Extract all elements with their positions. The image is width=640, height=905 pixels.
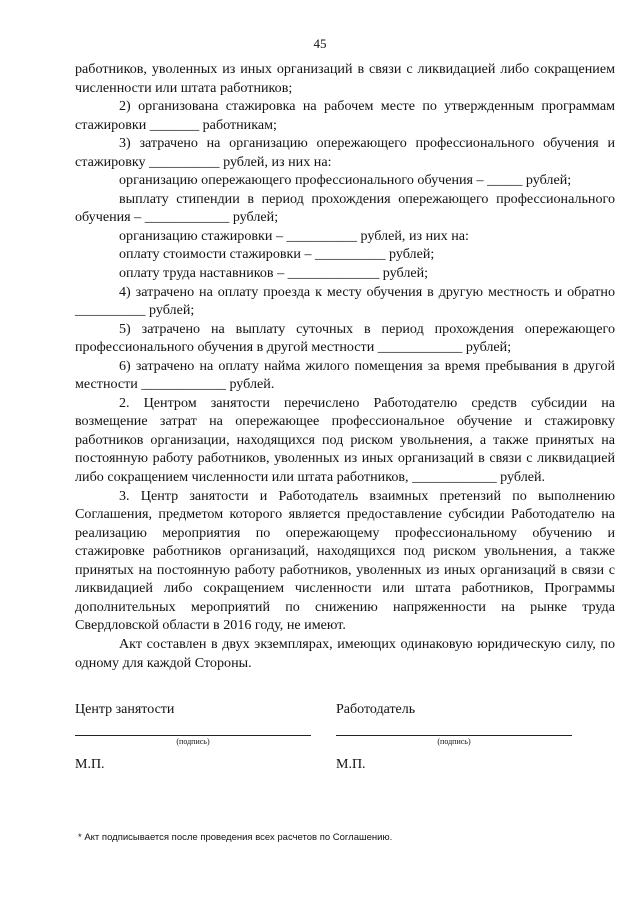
paragraph-item-6: 6) затрачено на оплату найма жилого помещения за время пребывания в другой местности ____________ рублей.	[75, 357, 615, 393]
paragraph-item-5: 5) затрачено на выплату суточных в период прохождения опережающего профессионального обучения в другой местности ____________ рублей;	[75, 320, 615, 356]
paragraph-item-3-mentor-pay: оплату труда наставников – _____________ рублей;	[119, 265, 429, 282]
left-signature-line	[75, 735, 311, 736]
paragraph-item-3-stipend: выплату стипендии в период прохождения опережающего профессионального обучения – ____________ рублей;	[75, 190, 615, 226]
paragraph-item-3-advanced-training: организацию опережающего профессионального обучения – _____ рублей;	[119, 172, 572, 189]
paragraph-item-3-internship: организацию стажировки – __________ рублей, из них на:	[119, 227, 469, 244]
paragraph-section-2: 2. Центром занятости перечислено Работодателю средств субсидии на возмещение затрат на опережающее профессиональное обучение и стажировку работников организации, находящихся под риском увольнения, а также принятых на постоянную работу работников, уволенных из иных организаций в связи с ликвидацией либо сокращением численности или штата работников, ____________ рублей.	[75, 394, 615, 486]
left-stamp-label: М.П.	[75, 757, 105, 772]
paragraph-item-4: 4) затрачено на оплату проезда к месту обучения в другую местность и обратно __________ рублей;	[75, 283, 615, 319]
paragraph-item-3-internship-cost: оплату стоимости стажировки – __________ рублей;	[119, 246, 435, 263]
left-signature-caption: (подпись)	[176, 737, 210, 746]
footnote: * Акт подписывается после проведения всех расчетов по Соглашению.	[78, 832, 393, 843]
document-body	[75, 60, 615, 672]
left-party-label: Центр занятости	[75, 702, 175, 717]
paragraph-item-3: 3) затрачено на организацию опережающего профессионального обучения и стажировку __________ рублей, из них на:	[75, 135, 615, 170]
right-party-label: Работодатель	[336, 702, 416, 717]
right-signature-line	[336, 735, 572, 736]
paragraph-continuation: работников, уволенных из иных организаций в связи с ликвидацией либо сокращением численности или штата работников;	[75, 61, 615, 96]
paragraph-copies: Акт составлен в двух экземплярах, имеющих одинаковую юридическую силу, по одному для каждой Стороны.	[75, 635, 615, 671]
page-number: 45	[313, 36, 327, 51]
paragraph-section-3: 3. Центр занятости и Работодатель взаимных претензий по выполнению Соглашения, предметом которого является предоставление субсидии Работодателю на реализацию мероприятия по опережающему профессиональному обучению и стажировке работников организаций, находящихся под риском увольнения, а также принятых на постоянную работу работников, уволенных из иных организаций в связи с ликвидацией либо сокращением численности или штата работников, Программы дополнительных мероприятий по снижению напряженности на рынке труда Свердловской области в 2016 году, не имеют.	[75, 487, 615, 634]
right-stamp-label: М.П.	[336, 757, 366, 772]
right-signature-caption: (подпись)	[437, 737, 471, 746]
paragraph-item-2: 2) организована стажировка на рабочем месте по утвержденным программам стажировки _______ работникам;	[75, 98, 615, 133]
